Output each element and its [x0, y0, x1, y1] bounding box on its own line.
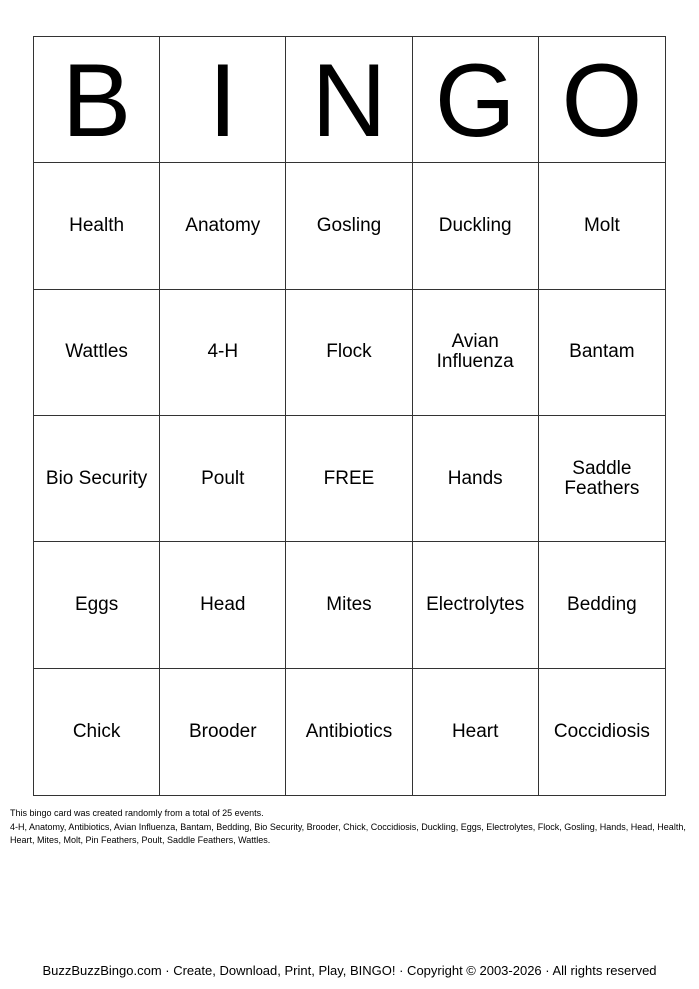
footer-credits: BuzzBuzzBingo.com · Create, Download, Print, Play, BINGO! · Copyright © 2003-2026 · All rights reserved — [42, 963, 657, 978]
card-info — [10, 807, 695, 848]
bingo-cell: Molt — [539, 163, 665, 289]
bingo-cell: Gosling — [286, 163, 412, 289]
bingo-cell: Heart — [413, 669, 539, 795]
bingo-cell: Poult — [160, 416, 286, 542]
bingo-cell: Saddle Feathers — [539, 416, 665, 542]
bingo-cell: Health — [34, 163, 160, 289]
bingo-cell: Bantam — [539, 290, 665, 416]
bingo-cell: Head — [160, 542, 286, 668]
bingo-cell: Duckling — [413, 163, 539, 289]
bingo-cell: Electrolytes — [413, 542, 539, 668]
free-space-cell: FREE — [286, 416, 412, 542]
bingo-cell: Mites — [286, 542, 412, 668]
bingo-cell: Bedding — [539, 542, 665, 668]
bingo-cell: Hands — [413, 416, 539, 542]
bingo-cell: Bio Security — [34, 416, 160, 542]
header-letter-i: I — [160, 37, 286, 163]
header-letter-o: O — [539, 37, 665, 163]
bingo-cell: Flock — [286, 290, 412, 416]
bingo-cell: Chick — [34, 669, 160, 795]
header-letter-g: G — [413, 37, 539, 163]
card-summary: This bingo card was created randomly from a total of 25 events. — [10, 808, 264, 818]
event-list: 4-H, Anatomy, Antibiotics, Avian Influenza, Bantam, Bedding, Bio Security, Brooder, Chick, Coccidiosis, Duckling, Eggs, Electrolytes, Flock, Gosling, Hands, Head, Health, Heart, Mites, Molt, Pin Feathers, Poult, Saddle Feathers, Wattles. — [10, 821, 686, 845]
bingo-cell: Wattles — [34, 290, 160, 416]
bingo-cell: Brooder — [160, 669, 286, 795]
bingo-cell: Avian Influenza — [413, 290, 539, 416]
bingo-cell: Eggs — [34, 542, 160, 668]
header-letter-n: N — [286, 37, 412, 163]
bingo-cell: Coccidiosis — [553, 720, 650, 742]
bingo-cell: 4-H — [160, 290, 286, 416]
header-letter-b: B — [34, 37, 160, 163]
bingo-cell: Anatomy — [160, 163, 286, 289]
bingo-card — [33, 36, 666, 796]
bingo-cell: Antibiotics — [286, 669, 412, 795]
